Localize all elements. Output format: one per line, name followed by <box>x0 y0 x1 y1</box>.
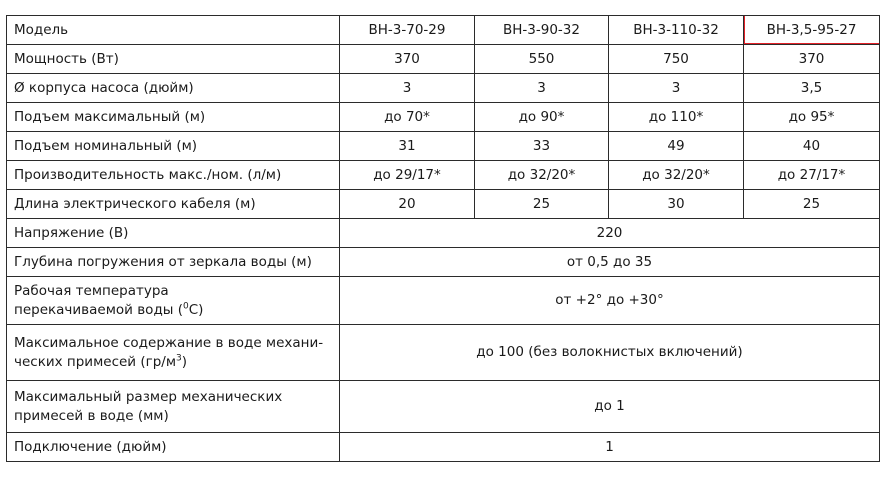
row-label-max-lift: Подъем максимальный (м) <box>7 103 340 132</box>
table-cell: до 110* <box>609 103 744 132</box>
row-label-max-impurity-size <box>7 381 340 433</box>
model-header-1: ВН-3-70-29 <box>340 16 475 45</box>
table-row <box>7 45 880 74</box>
row-label-diameter: Ø корпуса насоса (дюйм) <box>7 74 340 103</box>
model-header-3: ВН-3-110-32 <box>609 16 744 45</box>
merged-cell: 1 <box>340 433 880 462</box>
model-header-4-text: ВН-3,5-95-27 <box>766 21 857 38</box>
merged-cell: до 1 <box>340 381 880 433</box>
table-cell: 3 <box>340 74 475 103</box>
merged-cell: 220 <box>340 219 880 248</box>
model-header-4-highlighted <box>744 16 880 45</box>
table-cell: 550 <box>475 45 609 74</box>
label-line: Максимальное содержание в воде механи- <box>14 334 324 351</box>
row-label-power: Мощность (Вт) <box>7 45 340 74</box>
label-line: ) <box>181 353 188 370</box>
table-cell: до 95* <box>744 103 880 132</box>
merged-cell: от 0,5 до 35 <box>340 248 880 277</box>
table-cell: до 29/17* <box>340 161 475 190</box>
row-label-voltage: Напряжение (В) <box>7 219 340 248</box>
table-cell: 3 <box>475 74 609 103</box>
row-label-nominal-lift: Подъем номинальный (м) <box>7 132 340 161</box>
table-cell: до 70* <box>340 103 475 132</box>
superscript: 0 <box>183 301 189 311</box>
table-cell: 370 <box>340 45 475 74</box>
label-line: примесей в воде (мм) <box>14 407 169 424</box>
table-row <box>7 161 880 190</box>
label-line: Рабочая температура <box>14 282 169 299</box>
table-cell: 31 <box>340 132 475 161</box>
header-label: Модель <box>7 16 340 45</box>
table-cell: до 32/20* <box>475 161 609 190</box>
table-row-merged <box>7 325 880 381</box>
table-cell: 750 <box>609 45 744 74</box>
row-label-water-temperature <box>7 277 340 325</box>
superscript: 3 <box>176 353 182 363</box>
table-row-merged <box>7 277 880 325</box>
header-row <box>7 16 880 45</box>
table-cell: до 32/20* <box>609 161 744 190</box>
label-line: Максимальный размер механических <box>14 388 283 405</box>
table-cell: 25 <box>475 190 609 219</box>
table-row-merged <box>7 219 880 248</box>
row-label-cable-length: Длина электрического кабеля (м) <box>7 190 340 219</box>
table-cell: 49 <box>609 132 744 161</box>
table-row <box>7 74 880 103</box>
table-row-merged <box>7 248 880 277</box>
table-row-merged <box>7 433 880 462</box>
table-cell: 3 <box>609 74 744 103</box>
label-line: перекачиваемой воды ( <box>14 301 183 318</box>
table-cell: 33 <box>475 132 609 161</box>
row-label-immersion-depth: Глубина погружения от зеркала воды (м) <box>7 248 340 277</box>
table-cell: 370 <box>744 45 880 74</box>
row-label-connection: Подключение (дюйм) <box>7 433 340 462</box>
table-cell: 3,5 <box>744 74 880 103</box>
table-cell: 40 <box>744 132 880 161</box>
table-row-merged <box>7 381 880 433</box>
spec-table-container <box>6 15 880 462</box>
table-cell: 30 <box>609 190 744 219</box>
merged-cell: до 100 (без волокнистых включений) <box>340 325 880 381</box>
label-line: С) <box>188 301 204 318</box>
table-cell: до 27/17* <box>744 161 880 190</box>
table-cell: до 90* <box>475 103 609 132</box>
row-label-flow: Производительность макс./ном. (л/м) <box>7 161 340 190</box>
table-row <box>7 190 880 219</box>
pump-spec-table <box>6 15 880 462</box>
row-label-max-impurity-content <box>7 325 340 381</box>
model-header-2: ВН-3-90-32 <box>475 16 609 45</box>
table-cell: 25 <box>744 190 880 219</box>
table-cell: 20 <box>340 190 475 219</box>
table-row <box>7 103 880 132</box>
label-line: ческих примесей (гр/м <box>14 353 177 370</box>
table-row <box>7 132 880 161</box>
merged-cell: от +2° до +30° <box>340 277 880 325</box>
